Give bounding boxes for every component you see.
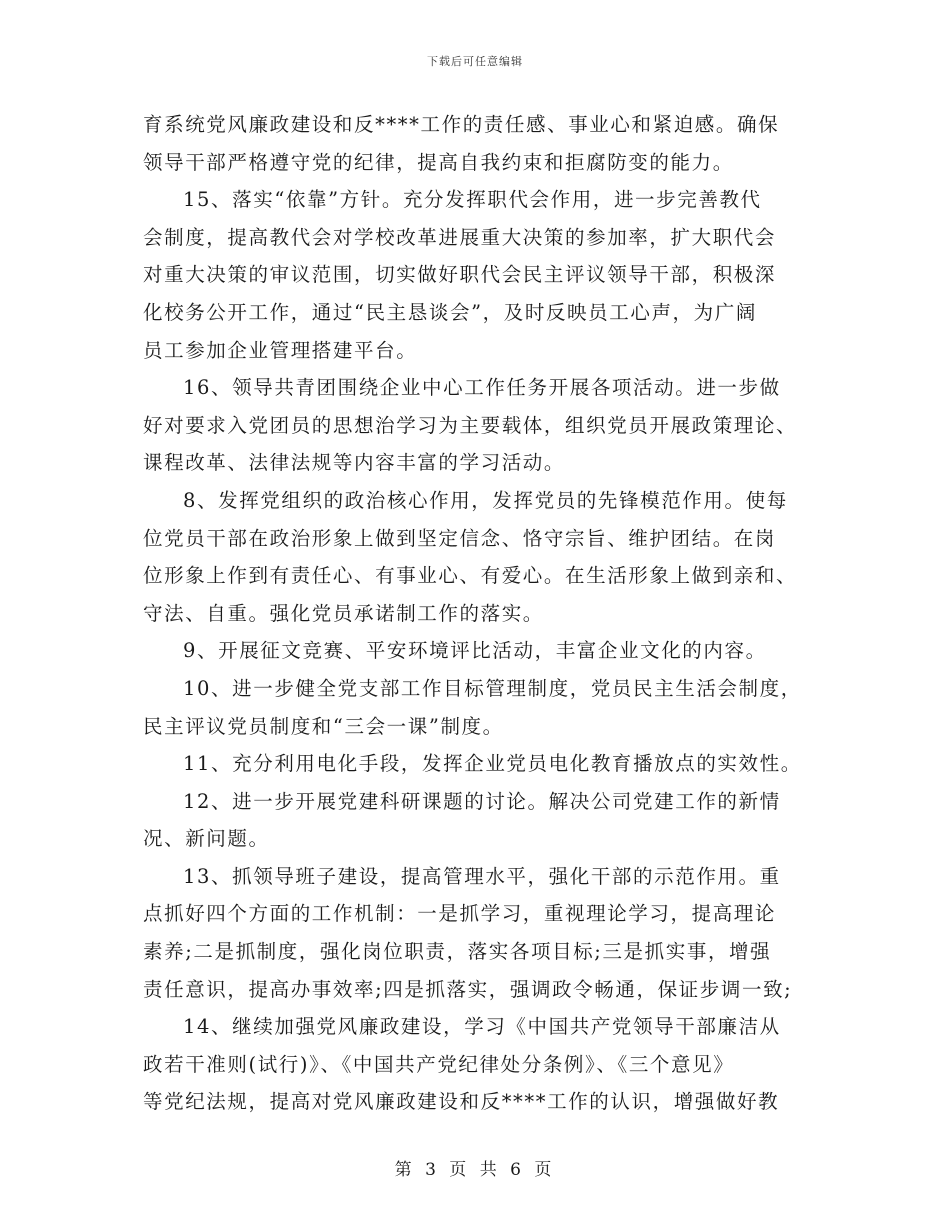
text-line: 16、领导共青团围绕企业中心工作任务开展各项活动。进一步做 xyxy=(183,376,781,400)
page-header: 下载后可任意编辑 xyxy=(427,55,523,68)
text-line: 守法、自重。强化党员承诺制工作的落实。 xyxy=(143,601,544,625)
text-line: 15、落实“依靠”方针。充分发挥职代会作用，进一步完善教代 xyxy=(183,188,762,212)
text-line: 民主评议党员制度和“三会一课”制度。 xyxy=(143,714,504,738)
text-line: 况、新问题。 xyxy=(143,827,270,851)
text-line: 领导干部严格遵守党的纪律，提高自我约束和拒腐防变的能力。 xyxy=(143,150,734,174)
text-line: 等党纪法规，提高对党风廉政建设和反****工作的认识，增强做好教 xyxy=(143,1090,780,1114)
page-footer: 第 3 页 共 6 页 xyxy=(394,1160,556,1180)
text-line: 员工参加企业管理搭建平台。 xyxy=(143,338,418,362)
text-line: 素养;二是抓制度，强化岗位职责，落实各项目标;三是抓实事，增强 xyxy=(143,940,772,964)
text-line: 会制度，提高教代会对学校改革进展重大决策的参加率，扩大职代会 xyxy=(143,225,777,249)
text-line: 10、进一步健全党支部工作目标管理制度，党员民主生活会制度， xyxy=(183,676,802,700)
text-line: 对重大决策的审议范围，切实做好职代会民主评议领导干部，积极深 xyxy=(143,263,777,287)
document-body xyxy=(143,106,811,1121)
text-line: 位形象上作到有责任心、有事业心、有爱心。在生活形象上做到亲和、 xyxy=(143,564,798,588)
text-line: 好对要求入党团员的思想治学习为主要载体，组织党员开展政策理论、 xyxy=(143,413,798,437)
text-line: 化校务公开工作，通过“民主恳谈会”，及时反映员工心声，为广阔 xyxy=(143,300,757,324)
text-line: 课程改革、法律法规等内容丰富的学习活动。 xyxy=(143,451,566,475)
text-line: 政若干准则(试行)》、《中国共产党纪律处分条例》、《三个意见》 xyxy=(143,1052,735,1076)
text-line: 13、抓领导班子建设，提高管理水平，强化干部的示范作用。重 xyxy=(183,864,781,888)
text-line: 12、进一步开展党建科研课题的讨论。解决公司党建工作的新情 xyxy=(183,789,781,813)
text-line: 14、继续加强党风廉政建设，学习《中国共产党领导干部廉洁从 xyxy=(183,1015,781,1039)
text-line: 11、充分利用电化手段，发挥企业党员电化教育播放点的实效性。 xyxy=(183,752,802,776)
text-line: 育系统党风廉政建设和反****工作的责任感、事业心和紧迫感。确保 xyxy=(143,113,780,136)
text-line: 责任意识，提高办事效率;四是抓落实，强调政令畅通，保证步调一致; xyxy=(143,977,793,1001)
text-line: 点抓好四个方面的工作机制：一是抓学习，重视理论学习，提高理论 xyxy=(143,902,777,926)
text-line: 9、开展征文竞赛、平安环境评比活动，丰富企业文化的内容。 xyxy=(183,639,767,663)
text-line: 位党员干部在政治形象上做到坚定信念、恪守宗旨、维护团结。在岗 xyxy=(143,526,777,550)
text-line: 8、发挥党组织的政治核心作用，发挥党员的先锋模范作用。使每 xyxy=(183,488,788,512)
